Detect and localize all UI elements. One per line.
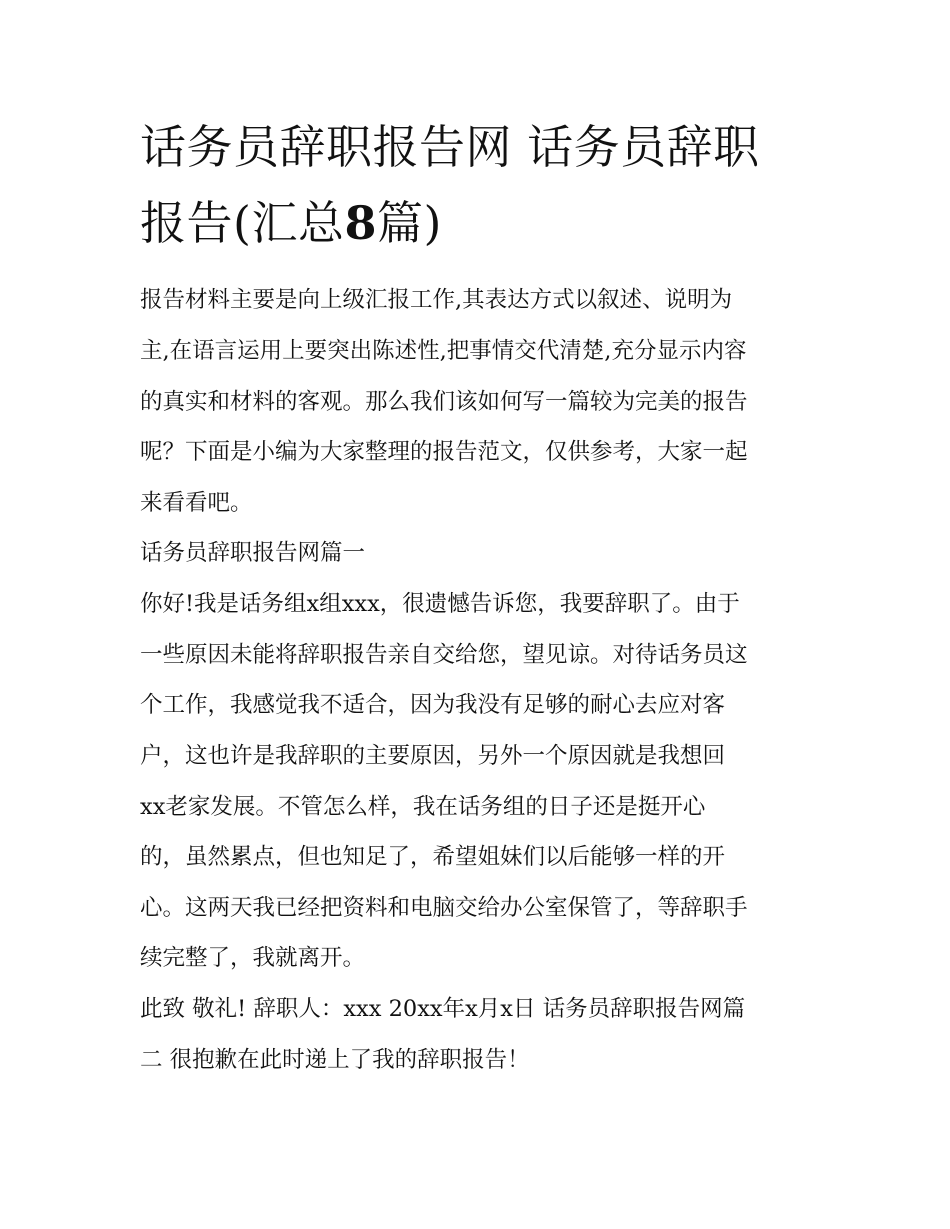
- section-heading: 话务员辞职报告网篇一: [140, 540, 366, 566]
- body-line: xx老家发展。不管怎么样，我在话务组的日子还是挺开心: [140, 794, 706, 820]
- document-title-line-1: 话务员辞职报告网 话务员辞职: [140, 120, 760, 174]
- body-line: 一些原因未能将辞职报告亲自交给您，望见谅。对待话务员这: [140, 642, 748, 668]
- body-line: 二 很抱歉在此时递上了我的辞职报告！: [140, 1047, 530, 1073]
- body-line: 来看看吧。: [140, 490, 253, 516]
- document-title-line-2-text: 报告(汇总8篇): [140, 196, 442, 250]
- body-line: 心。这两天我已经把资料和电脑交给办公室保管了，等辞职手: [140, 895, 748, 921]
- body-line: 户，这也许是我辞职的主要原因，另外一个原因就是我想回: [140, 743, 726, 769]
- body-line: 续完整了，我就离开。: [140, 945, 366, 971]
- document-title-line-2: [140, 195, 442, 251]
- body-line: 主,在语言运用上要突出陈述性,把事情交代清楚,充分显示内容: [140, 338, 747, 364]
- body-line: 的，虽然累点，但也知足了，希望姐妹们以后能够一样的开: [140, 844, 726, 870]
- body-line: 个工作，我感觉我不适合，因为我没有足够的耐心去应对客: [140, 692, 726, 718]
- body-line: 呢？下面是小编为大家整理的报告范文，仅供参考，大家一起: [140, 439, 748, 465]
- body-line: 报告材料主要是向上级汇报工作,其表达方式以叙述、说明为: [140, 287, 733, 313]
- body-line: 你好!我是话务组x组xxx，很遗憾告诉您，我要辞职了。由于: [140, 591, 740, 617]
- body-line: 的真实和材料的客观。那么我们该如何写一篇较为完美的报告: [140, 389, 748, 415]
- body-line: 此致 敬礼! 辞职人：xxx 20xx年x月x日 话务员辞职报告网篇: [140, 996, 746, 1022]
